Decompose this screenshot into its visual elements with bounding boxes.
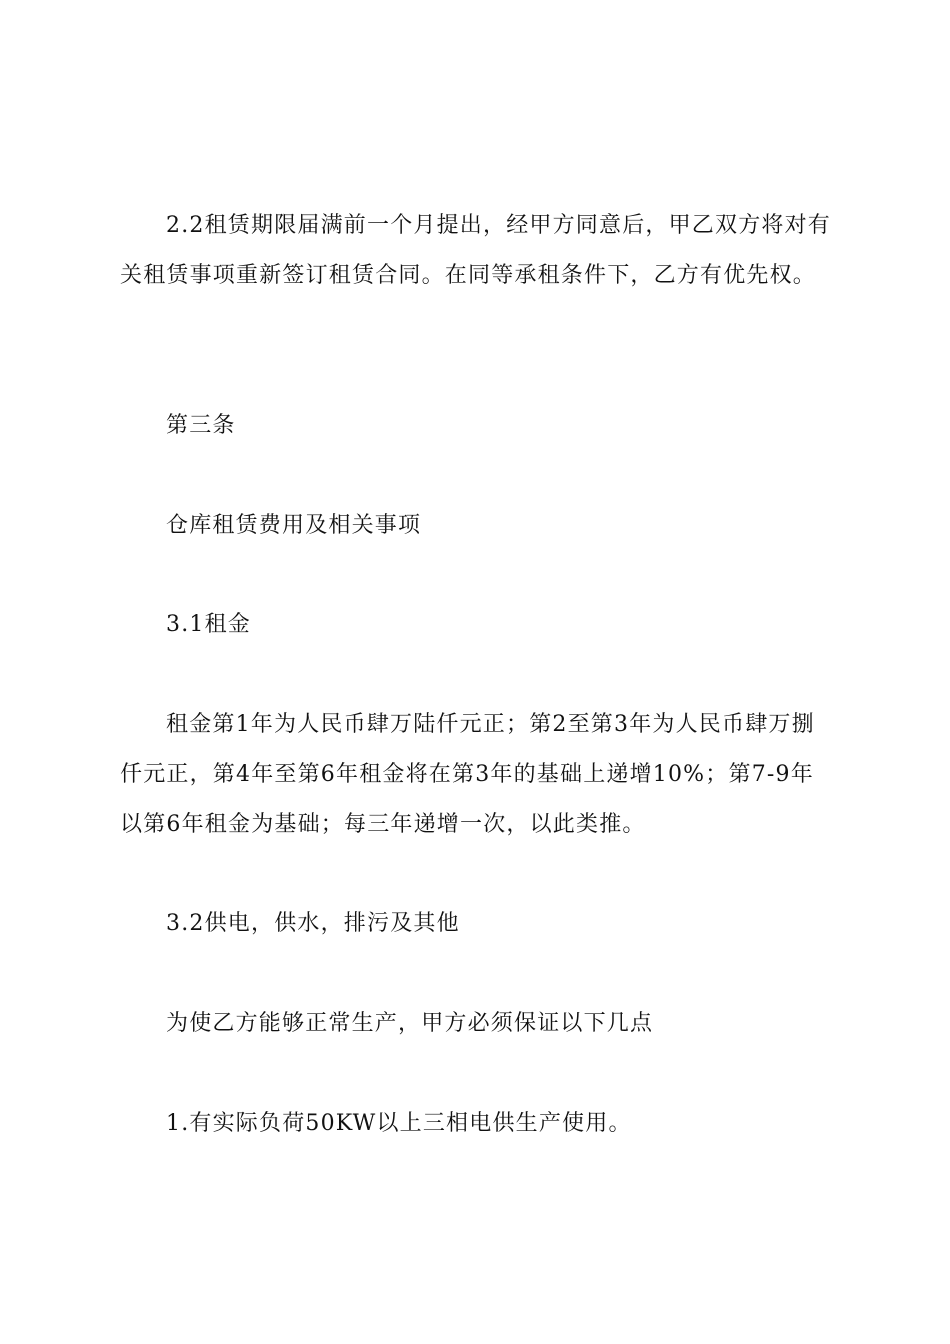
paragraph-rent-terms: 租金第1年为人民币肆万陆仟元正；第2至第3年为人民币肆万捌仟元正，第4年至第6年租金将在第3年的基础上递增10%；第7-9年以第6年租金为基础；每三年递增一次，以此类推。 [120, 712, 815, 837]
list-item-power-supply: 1.有实际负荷50KW以上三相电供生产使用。 [166, 1111, 632, 1136]
subsection-utilities-heading: 3.2供电，供水，排污及其他 [166, 911, 460, 936]
paragraph-utilities-intro: 为使乙方能够正常生产，甲方必须保证以下几点 [166, 1011, 654, 1036]
article-heading: 第三条 [166, 413, 236, 438]
paragraph-lease-renewal: 2.2租赁期限届满前一个月提出，经甲方同意后，甲乙双方将对有关租赁事项重新签订租赁合同。在同等承租条件下，乙方有优先权。 [120, 213, 831, 288]
section-title: 仓库租赁费用及相关事项 [166, 513, 422, 538]
subsection-rent-heading: 3.1租金 [166, 612, 251, 637]
